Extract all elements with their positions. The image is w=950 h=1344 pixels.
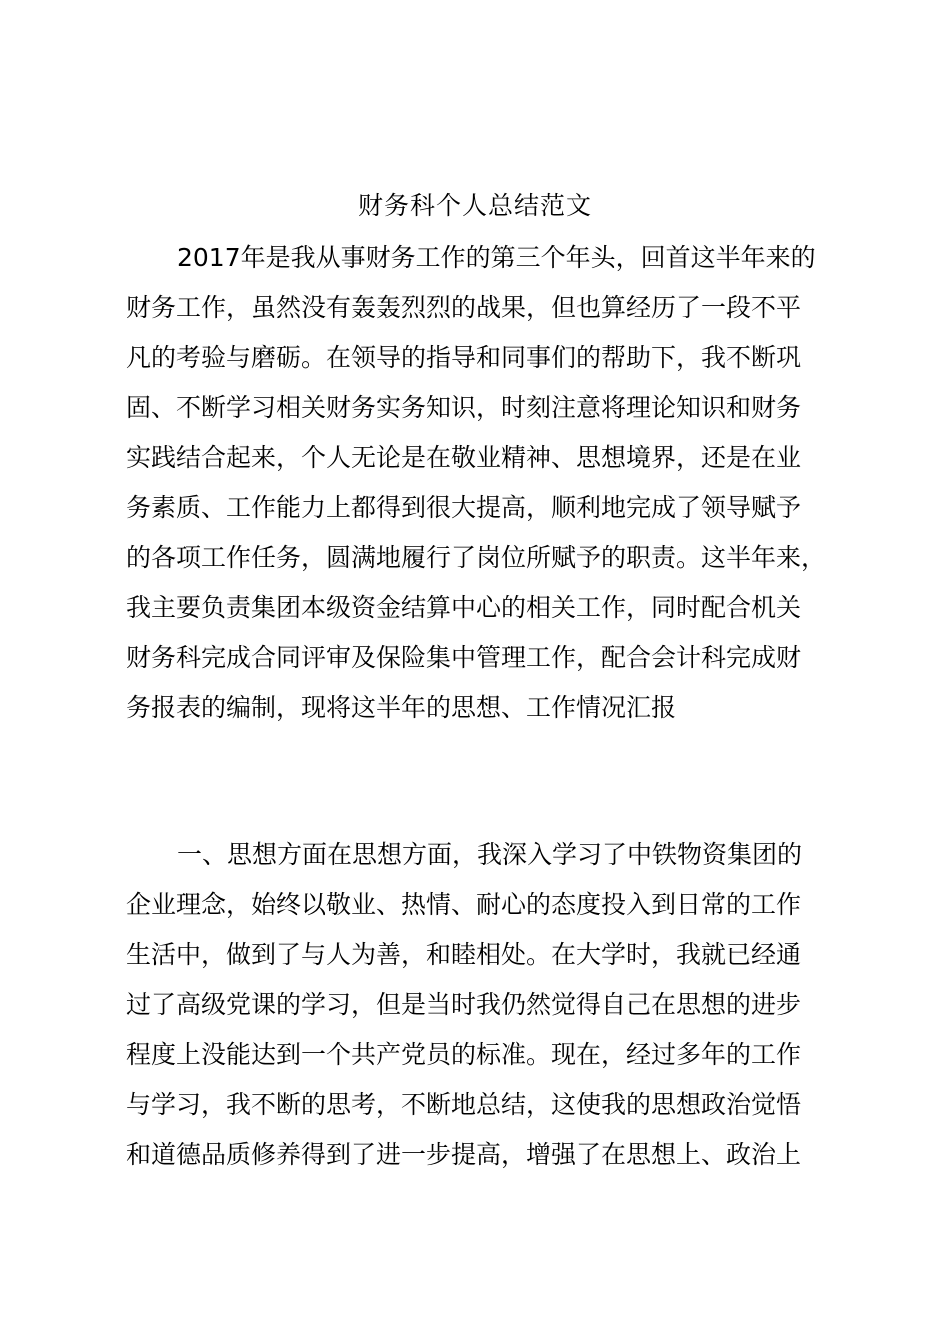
paragraph-2-line-6: 与学习，我不断的思考，不断地总结，这使我的思想政治觉悟 bbox=[126, 1090, 802, 1119]
paragraph-1-line-1: 2017年是我从事财务工作的第三个年头，回首这半年来的 bbox=[177, 243, 816, 272]
paragraph-2-line-2: 企业理念，始终以敬业、热情、耐心的态度投入到日常的工作 bbox=[126, 890, 802, 919]
paragraph-2-line-1: 一、思想方面在思想方面，我深入学习了中铁物资集团的 bbox=[177, 840, 803, 869]
paragraph-1-line-4: 固、不断学习相关财务实务知识，时刻注意将理论知识和财务 bbox=[126, 393, 802, 422]
paragraph-1-line-8: 我主要负责集团本级资金结算中心的相关工作，同时配合机关 bbox=[126, 593, 802, 622]
document-title: 财务科个人总结范文 bbox=[357, 191, 592, 220]
paragraph-1-line-2: 财务工作，虽然没有轰轰烈烈的战果，但也算经历了一段不平 bbox=[126, 293, 802, 322]
paragraph-1-line-10: 务报表的编制，现将这半年的思想、工作情况汇报 bbox=[126, 693, 677, 722]
paragraph-1-line-7: 的各项工作任务，圆满地履行了岗位所赋予的职责。这半年来， bbox=[126, 543, 827, 572]
paragraph-2-line-5: 程度上没能达到一个共产党员的标准。现在，经过多年的工作 bbox=[126, 1040, 802, 1069]
paragraph-1-line-6: 务素质、工作能力上都得到很大提高，顺利地完成了领导赋予 bbox=[126, 493, 802, 522]
paragraph-2-line-3: 生活中，做到了与人为善，和睦相处。在大学时，我就已经通 bbox=[126, 940, 802, 969]
paragraph-1-line-5: 实践结合起来，个人无论是在敬业精神、思想境界，还是在业 bbox=[126, 443, 802, 472]
paragraph-1-line-9: 财务科完成合同评审及保险集中管理工作，配合会计科完成财 bbox=[126, 643, 802, 672]
paragraph-2-line-4: 过了高级党课的学习，但是当时我仍然觉得自己在思想的进步 bbox=[126, 990, 802, 1019]
paragraph-1-line-3: 凡的考验与磨砺。在领导的指导和同事们的帮助下，我不断巩 bbox=[126, 343, 802, 372]
paragraph-2-line-7: 和道德品质修养得到了进一步提高，增强了在思想上、政治上 bbox=[126, 1140, 802, 1169]
